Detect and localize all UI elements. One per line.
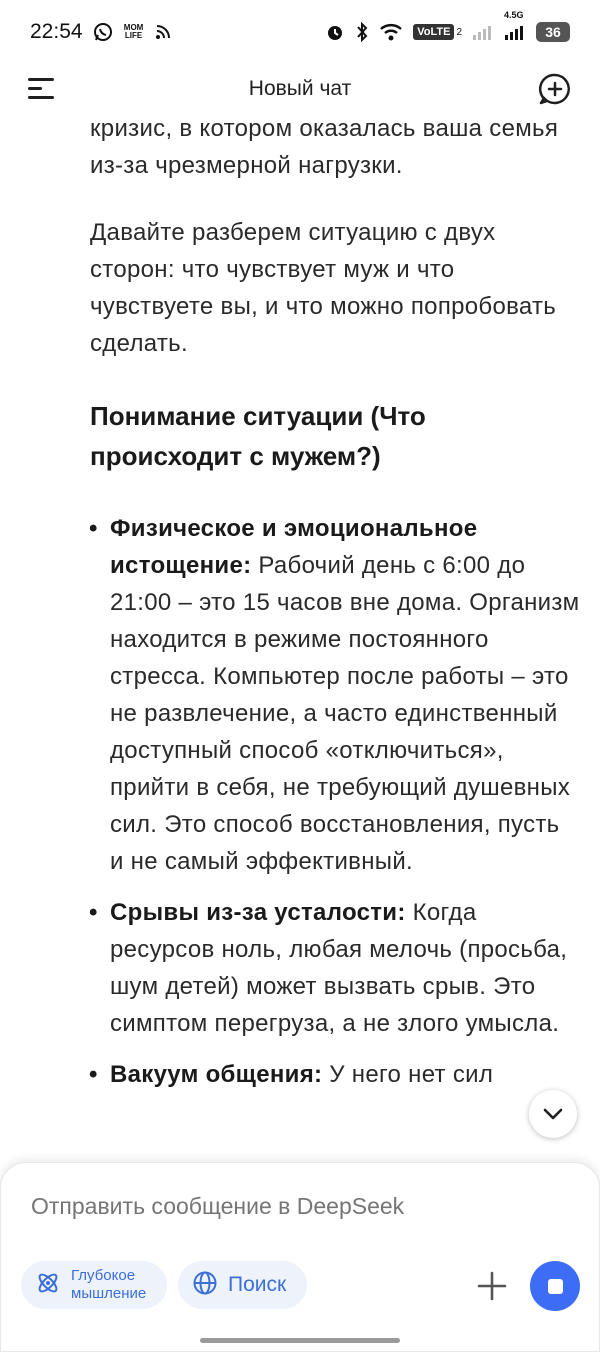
message-heading: Понимание ситуации (Что происходит с мужем?) [90,401,426,471]
scroll-to-bottom-button[interactable] [529,1090,577,1138]
list-item [90,1056,580,1093]
message-paragraph: кризис, в котором оказалась ваша семья из-за чрезмерной нагрузки. [90,115,559,179]
battery-icon: 36 [536,22,570,42]
stop-icon [548,1279,563,1294]
message-input[interactable] [31,1189,551,1223]
sim-index: 2 [456,26,462,38]
search-button[interactable] [178,1261,307,1309]
message-composer [0,1162,600,1352]
moments-icon: MOM LIFE [123,23,144,40]
chat-messages[interactable] [0,114,600,1164]
deep-think-button[interactable] [21,1261,167,1309]
list-item-bold: Срывы из-за усталости: [110,899,406,926]
wifi-icon [379,23,403,41]
status-bar [0,0,600,64]
stop-generation-button[interactable] [530,1261,580,1311]
whatsapp-icon [93,22,113,42]
rss-icon [155,24,171,40]
attach-plus-icon[interactable] [475,1269,509,1303]
list-item [90,510,580,880]
list-item-bold: Физическое и эмоциональное истощение: [110,515,478,579]
home-indicator[interactable] [200,1338,400,1343]
search-label: Поиск [228,1273,287,1296]
volte-icon: VoLTE [413,24,454,40]
app-header [0,64,600,114]
list-item-bold: Вакуум общения: [110,1061,323,1088]
deep-think-label: Глубокое мышление [71,1267,147,1302]
new-chat-icon[interactable] [538,72,572,106]
atom-icon [35,1270,61,1301]
list-item-text: Рабочий день с 6:00 до 21:00 – это 15 часов вне дома. Организм находится в режиме постоянного стресса. Компьютер после работы – это не развлечение, а часто единственный доступный способ «отключиться», прийти в себя, не требующий душевных сил. Это способ восстановления, пусть и не самый эффективный. [110,552,580,875]
signal-icon [472,24,494,40]
alarm-icon [325,22,345,42]
globe-icon [192,1270,218,1301]
menu-icon[interactable] [28,76,58,102]
signal-4-5g-icon: 4.5G [504,24,526,40]
page-title: Новый чат [248,77,352,100]
status-time: 22:54 [30,20,83,43]
list-item-text: Когда ресурсов ноль, любая мелочь (просьба, шум детей) может вызвать срыв. Это симптом перегруза, а не злого умысла. [110,899,568,1037]
chevron-down-icon [542,1107,564,1121]
assistant-message [90,114,580,1107]
bullet-list [90,510,580,1093]
bluetooth-icon [355,22,369,42]
list-item [90,894,580,1042]
message-paragraph: Давайте разберем ситуацию с двух сторон: что чувствует муж и что чувствуете вы, и что можно попробовать сделать. [90,219,557,357]
list-item-text: У него нет сил [322,1061,494,1088]
